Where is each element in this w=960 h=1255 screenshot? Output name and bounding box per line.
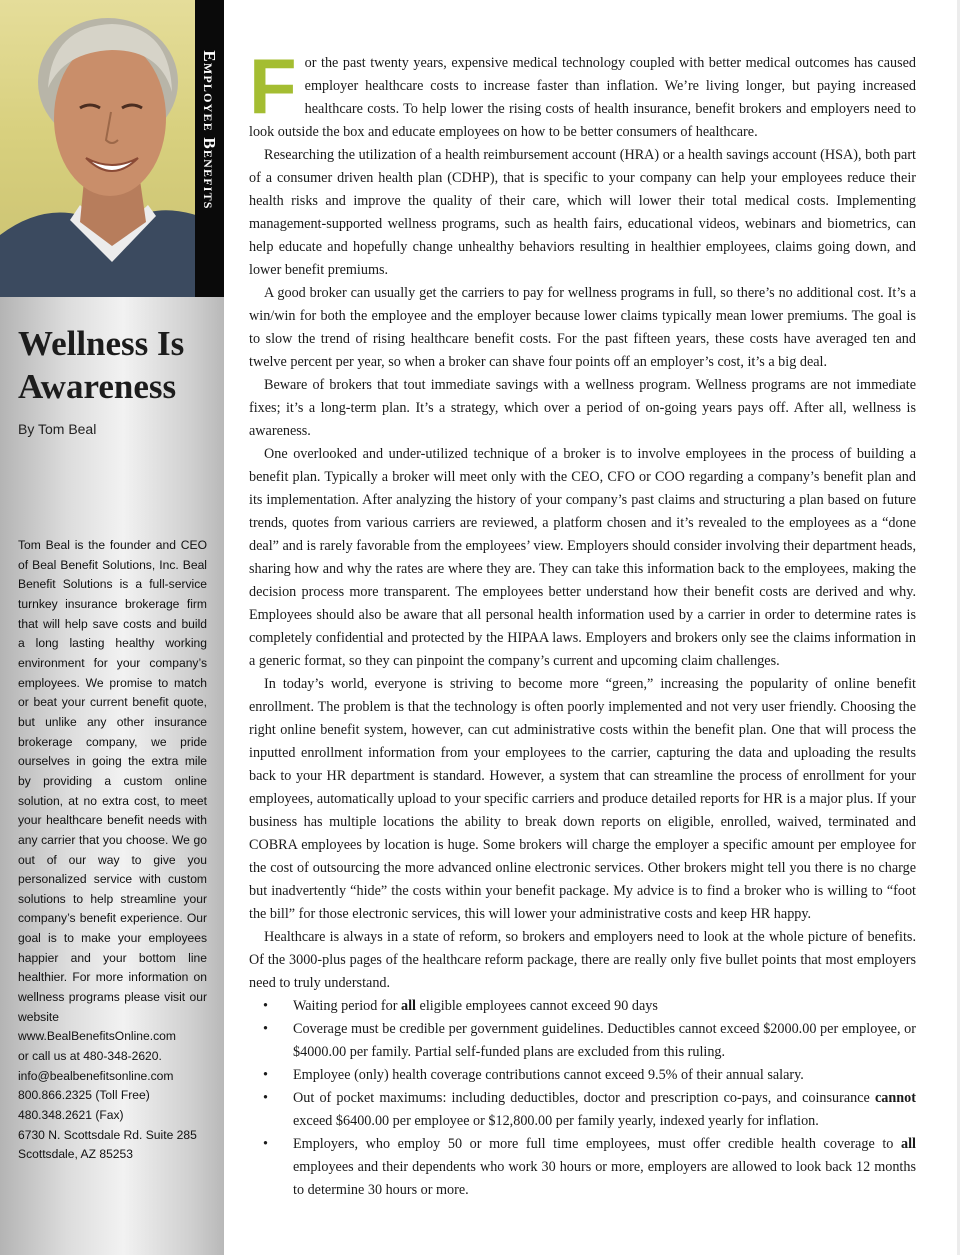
bullet-item	[249, 995, 916, 1018]
article-paragraph-3: A good broker can usually get the carriers to pay for wellness programs in full, so there’s no additional cost. It’s a win/win for both the employee and the employer because lower claims typically mean lower premiums. The goal is to slow the trend of rising healthcare benefit costs. For the past fifteen years, these costs have averaged ten and twelve percent per year, so when a broker can shave four points off an employer’s cost, it’s a big deal.	[249, 285, 916, 370]
bullet-mark: •	[263, 1090, 268, 1106]
drop-cap: F	[249, 42, 297, 130]
article-paragraph-1	[249, 42, 916, 144]
bullet-text: Employers, who employ 50 or more full time employees, must offer credible health coverage to	[293, 1136, 902, 1152]
bullet-bold: cannot	[875, 1090, 916, 1106]
address-line-2: Scottsdale, AZ 85253	[18, 1147, 133, 1162]
bullet-text: Waiting period for	[293, 998, 401, 1014]
address-line-1: 6730 N. Scottsdale Rd. Suite 285	[18, 1127, 197, 1142]
bullet-text-after: eligible employees cannot exceed 90 days	[415, 998, 658, 1014]
byline: By Tom Beal	[18, 421, 97, 437]
title-line-1: Wellness Is	[18, 324, 185, 363]
article-paragraph-6: In today’s world, everyone is striving to become more “green,” increasing the popularity of online benefit enrollment. The problem is that the technology is often poorly implemented and not very user friendly. Choosing the right online benefit system, however, can cut administrative costs within the benefit plan. One that will process the inputted enrollment information from your employees to the carrier, capturing the data and uploading the results back to your HR department is standard. However, a system that can streamline the process of enrollment for your employees, automatically upload to your specific carriers and produce detailed reports for HR is a major plus. If your business has multiple locations the ability to break down reports on eligible, enrolled, waived, terminated and COBRA employees by location is huge. Some brokers will charge the employer a specific amount per employee for the cost of outsourcing the more advanced online electronic services. Other brokers might tell you there is no charge but inadvertently “hide” the costs within your benefit package. My advice is to find a broker who is willing to “foot the bill” for those electronic services, this will lower your administrative costs and keep HR happy.	[249, 676, 916, 922]
author-bio	[18, 536, 207, 1165]
bullet-text-after: employees and their dependents who work 30 hours or more, employers are allowed to look back 12 months to determine 30 hours or more.	[293, 1159, 916, 1198]
article-body	[249, 42, 916, 1202]
article-paragraph-5: One overlooked and under-utilized technique of a broker is to involve employees in the process of building a benefit plan. Typically a broker will meet only with the CEO, CFO or COO regarding a company’s benefit plan and its implementation. After analyzing the history of your company’s past claims and structuring a plan based on future trends, quotes from various carriers are reviewed, a platform chosen and it’s revealed to the employees as a “done deal” and is rarely favorable from the employees’ view. Employers should consider involving their department heads, sharing how and why the rates are where they are. They can take this information back to the employees, making the decision process more transparent. The employees better understand how their benefit costs are derived and why. Employees should also be aware that all personal health information used by a carrier in order to determine rates is completely confidential and protected by the HIPAA laws. Employers and brokers only see the claims information in a generic format, so they can pinpoint the company’s current and upcoming claim challenges.	[249, 446, 916, 669]
bullet-text-after: exceed $6400.00 per employee or $12,800.00 per family yearly, indexed yearly for inflation.	[293, 1113, 819, 1129]
author-photo	[0, 0, 224, 297]
article-title	[18, 322, 218, 408]
title-line-2: Awareness	[18, 367, 177, 406]
bullet-bold: all	[401, 998, 416, 1014]
bullet-mark: •	[263, 1136, 268, 1152]
section-header: Employee Benefits	[200, 50, 219, 210]
bullet-item	[249, 1018, 916, 1064]
bullet-text: Employee (only) health coverage contributions cannot exceed 9.5% of their annual salary.	[293, 1067, 804, 1083]
bullet-item	[249, 1087, 916, 1133]
bullet-item	[249, 1133, 916, 1202]
paragraph-1-text: or the past twenty years, expensive medical technology coupled with better medical outcomes has caused employer healthcare costs to increase faster than inflation. We’re living longer, but paying increased healthcare costs. To help lower the rising costs of health insurance, benefit brokers and employers need to look outside the box and educate employees on how to be better consumers of healthcare.	[249, 55, 916, 140]
call-text: or call us at 480-348-2620.	[18, 1049, 162, 1064]
bullet-mark: •	[263, 1067, 268, 1083]
bio-text: Tom Beal is the founder and CEO of Beal Benefit Solutions, Inc. Beal Benefit Solutions is a full-service turnkey insurance brokerage firm that will help save costs and build a long lasting healthy working environment for your company’s employees. We promise to match or beat your current benefit quote, but unlike any other insurance brokerage company, we pride ourselves in going the extra mile by providing a custom online solution, at no extra cost, to meet your healthcare benefit needs with any carrier that you choose. We go out of our way to give you personalized service with custom solutions to help streamline your company’s benefit experience. Our goal is to make your employees happier and your bottom line healthier. For more information on wellness programs please visit our website	[18, 538, 207, 1024]
author-sidebar	[0, 0, 224, 1255]
author-portrait-illustration	[0, 0, 224, 297]
article-paragraph-2: Researching the utilization of a health reimbursement account (HRA) or a health savings account (HSA), both part of a consumer driven health plan (CDHP), that is specific to your company can help your employees reduce their health risks and improve the quality of their care, which will lower their total medical costs. Implementing management-supported wellness programs, such as health fairs, educational videos, webinars and biometrics, can help educate and hopefully change unhealthy behaviors resulting in healthier employees, claims going down, and lower benefit premiums.	[249, 147, 916, 278]
bullet-item	[249, 1064, 916, 1087]
contact-block	[18, 1027, 207, 1165]
reform-bullet-list	[249, 995, 916, 1202]
bullet-mark: •	[263, 998, 268, 1014]
email-link[interactable]: info@bealbenefitsonline.com	[18, 1068, 174, 1083]
toll-free-phone: 800.866.2325 (Toll Free)	[18, 1088, 150, 1103]
website-link[interactable]: www.BealBenefitsOnline.com	[18, 1029, 176, 1044]
article-paragraph-7: Healthcare is always in a state of reform, so brokers and employers need to look at the whole picture of benefits. Of the 3000-plus pages of the healthcare reform package, there are really only five bullet points that most employers need to truly understand.	[249, 929, 916, 991]
bullet-text: Coverage must be credible per government guidelines. Deductibles cannot exceed $2000.00 per employee, or $4000.00 per family. Partial self-funded plans are excluded from this ruling.	[293, 1021, 916, 1060]
bullet-bold: all	[901, 1136, 916, 1152]
article-paragraph-4: Beware of brokers that tout immediate savings with a wellness program. Wellness programs are not immediate fixes; it’s a long-term plan. It’s a strategy, which over a period of on-going years pays off. After all, wellness is awareness.	[249, 377, 916, 439]
fax-number: 480.348.2621 (Fax)	[18, 1108, 124, 1123]
bullet-text: Out of pocket maximums: including deductibles, doctor and prescription co-pays, and coinsurance	[293, 1090, 875, 1106]
bullet-mark: •	[263, 1021, 268, 1037]
